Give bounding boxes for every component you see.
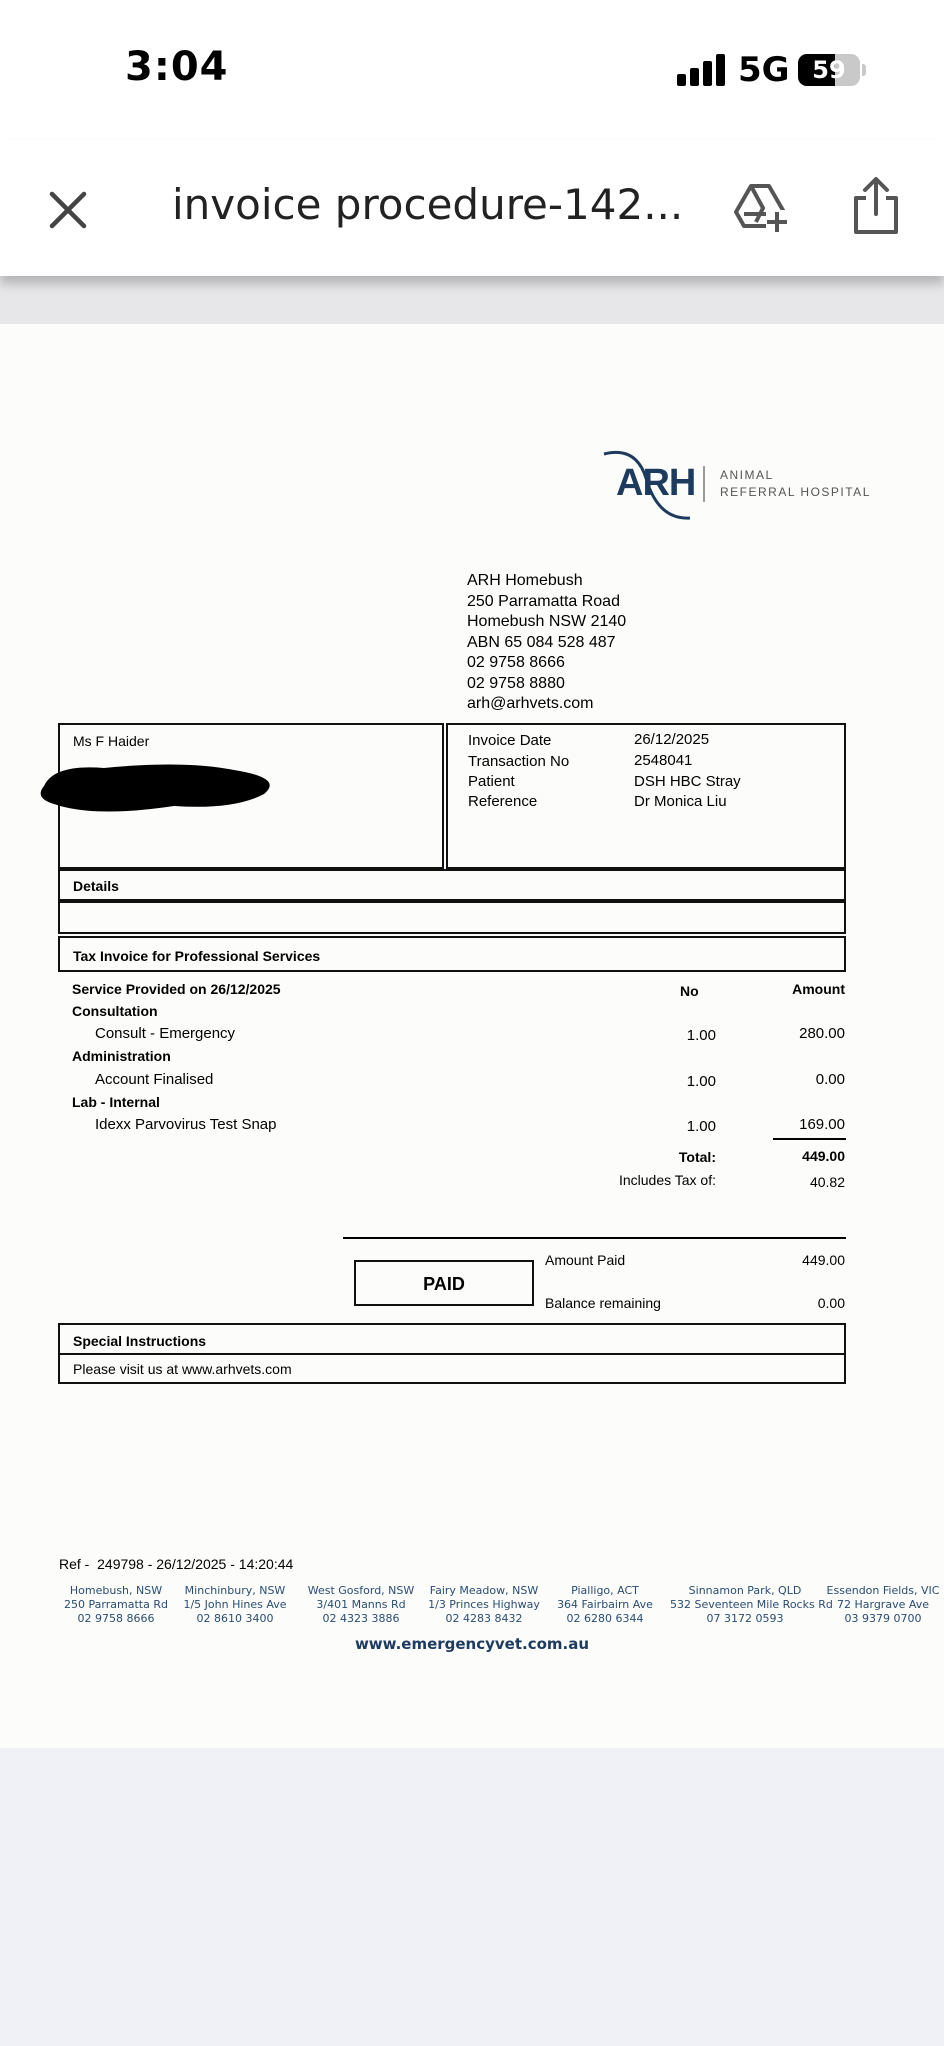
line-item: Consult - Emergency <box>95 1025 236 1042</box>
line-item-amount: 280.00 <box>799 1025 845 1042</box>
invoice-page[interactable] <box>0 324 944 1748</box>
website-link[interactable]: www.emergencyvet.com.au <box>354 1635 590 1653</box>
details-body-box <box>58 901 846 934</box>
tax-invoice-label: Tax Invoice for Professional Services <box>73 948 321 964</box>
paid-stamp <box>354 1260 534 1306</box>
logo-name-line1: ANIMAL <box>720 468 774 482</box>
line-item-no: 1.00 <box>686 1118 716 1135</box>
clinic-phone1: 02 9758 8666 <box>467 654 565 671</box>
line-item-amount: 0.00 <box>815 1071 845 1088</box>
battery-tip <box>862 64 866 76</box>
office-phone: 02 4283 8432 <box>445 1612 523 1625</box>
battery-icon <box>798 54 860 86</box>
patient-value: DSH HBC Stray <box>634 773 741 790</box>
invoice-meta-box <box>446 723 846 869</box>
office-phone: 02 6280 6344 <box>566 1612 644 1625</box>
details-label: Details <box>73 878 119 894</box>
office-pialligo <box>552 1584 658 1626</box>
reference-label: Reference <box>468 793 538 810</box>
battery-level: 59 <box>812 56 846 84</box>
special-instructions-box <box>58 1353 846 1384</box>
balance-label: Balance remaining <box>545 1295 661 1311</box>
clinic-email: arh@arhvets.com <box>467 695 594 712</box>
patient-label: Patient <box>468 773 515 790</box>
tax-value: 40.82 <box>809 1174 845 1190</box>
add-to-drive-icon <box>732 178 790 236</box>
amount-paid-label: Amount Paid <box>545 1252 626 1268</box>
amount-paid-value: 449.00 <box>802 1252 845 1268</box>
transaction-value: 2548041 <box>634 752 693 769</box>
office-name: Fairy Meadow, NSW <box>429 1584 539 1597</box>
special-instructions-header <box>58 1323 846 1355</box>
office-name: West Gosford, NSW <box>307 1584 415 1597</box>
special-instructions-text: Please visit us at www.arhvets.com <box>73 1361 292 1377</box>
clinic-street: 250 Parramatta Road <box>467 592 620 610</box>
office-address: 3/401 Manns Rd <box>316 1598 406 1611</box>
viewer-background <box>0 1748 944 2046</box>
status-time: 3:04 <box>125 44 229 90</box>
office-sinnamon-park <box>670 1584 833 1626</box>
line-item-amount: 169.00 <box>799 1116 845 1133</box>
paid-stamp-text: PAID <box>423 1274 465 1294</box>
redaction-mark <box>34 748 284 806</box>
transaction-label: Transaction No <box>468 753 570 770</box>
line-item: Account Finalised <box>95 1071 214 1088</box>
tax-invoice-box <box>58 936 846 972</box>
logo-divider <box>703 466 705 502</box>
special-instructions-label: Special Instructions <box>73 1333 207 1349</box>
total-label: Total: <box>678 1149 716 1165</box>
section-title: Consultation <box>72 1003 158 1019</box>
redaction-scribble <box>34 748 284 818</box>
section-title: Lab - Internal <box>72 1094 160 1110</box>
office-name: Homebush, NSW <box>69 1584 163 1597</box>
office-name: Pialligo, ACT <box>571 1584 639 1597</box>
network-type: 5G <box>738 50 790 90</box>
line-item: Idexx Parvovirus Test Snap <box>95 1116 277 1133</box>
close-button[interactable] <box>42 184 94 236</box>
total-value: 449.00 <box>802 1148 845 1164</box>
logo-name-line2: REFERRAL HOSPITAL <box>720 485 871 499</box>
office-homebush <box>60 1584 172 1626</box>
section-title: Administration <box>72 1048 171 1064</box>
office-phone: 02 8610 3400 <box>196 1612 274 1625</box>
balance-value: 0.00 <box>817 1295 845 1311</box>
office-address: 250 Parramatta Rd <box>64 1598 168 1611</box>
office-name: Minchinbury, NSW <box>184 1584 286 1597</box>
client-name: Ms F Haider <box>73 733 150 749</box>
app-bar <box>0 140 944 276</box>
office-phone: 02 4323 3886 <box>322 1612 400 1625</box>
details-box <box>58 869 846 901</box>
close-icon <box>42 184 94 236</box>
office-name: Sinnamon Park, QLD <box>688 1584 802 1597</box>
clinic-address <box>467 571 626 715</box>
invoice-date-value: 26/12/2025 <box>634 731 710 748</box>
col-no-header: No <box>680 983 699 999</box>
clinic-suburb: Homebush NSW 2140 <box>467 613 627 630</box>
add-to-drive-button[interactable] <box>732 178 790 236</box>
status-bar <box>0 0 944 140</box>
office-phone: 03 9379 0700 <box>844 1612 922 1625</box>
logo-mark: ARH <box>616 462 696 504</box>
office-address: 364 Fairbairn Ave <box>557 1598 653 1611</box>
invoice-date-label: Invoice Date <box>468 732 552 749</box>
document-title: invoice procedure-142... <box>172 180 684 229</box>
office-address: 72 Hargrave Ave <box>836 1598 929 1611</box>
office-name: Essendon Fields, VIC <box>826 1584 940 1597</box>
clinic-abn: ABN 65 084 528 487 <box>467 633 616 651</box>
office-address: 1/3 Princes Highway <box>428 1598 540 1611</box>
signal-icon <box>677 54 725 86</box>
viewer-gutter <box>0 276 944 324</box>
clinic-phone2: 02 9758 8880 <box>467 674 565 692</box>
tax-label: Includes Tax of: <box>618 1172 716 1188</box>
office-west-gosford <box>302 1584 420 1626</box>
clinic-name: ARH Homebush <box>467 572 583 589</box>
office-fairy-meadow <box>423 1584 545 1626</box>
reference-value: Dr Monica Liu <box>634 793 727 810</box>
payment-rule <box>343 1237 846 1239</box>
subtotal-rule <box>773 1138 846 1140</box>
share-icon <box>848 174 904 238</box>
office-phone: 07 3172 0593 <box>706 1612 784 1625</box>
office-minchinbury <box>177 1584 293 1626</box>
line-item-no: 1.00 <box>686 1073 716 1090</box>
office-essendon-fields <box>824 1584 942 1626</box>
service-header: Service Provided on 26/12/2025 <box>72 981 281 997</box>
office-address: 1/5 John Hines Ave <box>183 1598 287 1611</box>
line-item-no: 1.00 <box>686 1027 716 1044</box>
office-address: 532 Seventeen Mile Rocks Rd <box>670 1598 833 1611</box>
arh-logo <box>600 448 880 528</box>
reference-line: Ref - 249798 - 26/12/2025 - 14:20:44 <box>59 1556 294 1572</box>
col-amount-header: Amount <box>792 981 845 997</box>
office-phone: 02 9758 8666 <box>77 1612 155 1625</box>
share-button[interactable] <box>848 174 904 238</box>
